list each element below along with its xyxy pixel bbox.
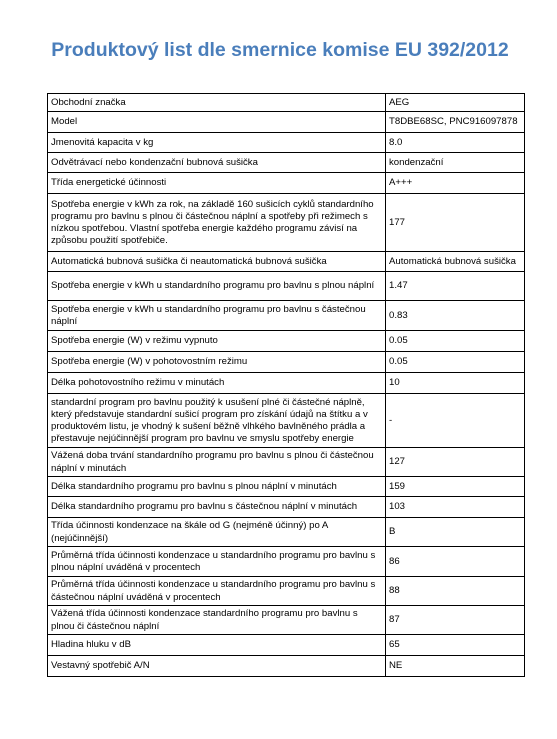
row-value: AEG xyxy=(386,94,525,112)
table-row xyxy=(48,577,525,606)
row-value: 159 xyxy=(386,477,525,497)
row-value: B xyxy=(386,518,525,547)
table-row xyxy=(48,518,525,547)
page-title: Produktový list dle smernice komise EU 392/2012 xyxy=(51,39,509,61)
table-row xyxy=(48,112,525,133)
row-value: T8DBE68SC, PNC916097878 xyxy=(386,112,525,133)
table-row xyxy=(48,352,525,373)
row-label: Vestavný spotřebič A/N xyxy=(48,656,386,677)
row-value: 8.0 xyxy=(386,133,525,153)
row-label: Délka standardního programu pro bavlnu s plnou náplní v minutách xyxy=(48,477,386,497)
row-value: 103 xyxy=(386,497,525,518)
table-row xyxy=(48,635,525,656)
row-value: 10 xyxy=(386,373,525,394)
row-value: kondenzační xyxy=(386,153,525,173)
row-label: Třída účinnosti kondenzace na škále od G (nejméně účinný) po A (nejúčinnější) xyxy=(48,518,386,547)
row-value: 87 xyxy=(386,606,525,635)
row-label: Jmenovitá kapacita v kg xyxy=(48,133,386,153)
row-label: Hladina hluku v dB xyxy=(48,635,386,656)
table-row xyxy=(48,194,525,252)
table-row xyxy=(48,153,525,173)
row-label: Obchodní značka xyxy=(48,94,386,112)
row-label: Spotřeba energie v kWh u standardního programu pro bavlnu s částečnou náplní xyxy=(48,301,386,331)
row-value: 0.05 xyxy=(386,352,525,373)
row-label: Spotřeba energie v kWh u standardního programu pro bavlnu s plnou náplní xyxy=(48,272,386,301)
spec-table xyxy=(47,93,525,677)
row-label: Vážená doba trvání standardního programu pro bavlnu s plnou či částečnou náplní v minutách xyxy=(48,448,386,477)
row-value: 65 xyxy=(386,635,525,656)
row-label: Průměrná třída účinnosti kondenzace u standardního programu pro bavlnu s plnou náplní uváděná v procentech xyxy=(48,547,386,577)
table-row xyxy=(48,606,525,635)
table-row xyxy=(48,133,525,153)
row-label: Odvětrávací nebo kondenzační bubnová sušička xyxy=(48,153,386,173)
row-value: 177 xyxy=(386,194,525,252)
table-row xyxy=(48,497,525,518)
row-value: 127 xyxy=(386,448,525,477)
row-value: 88 xyxy=(386,577,525,606)
row-label: Spotřeba energie (W) v pohotovostním režimu xyxy=(48,352,386,373)
table-row xyxy=(48,252,525,272)
row-label: Spotřeba energie v kWh za rok, na základě 160 sušicích cyklů standardního programu pro bavlnu s plnou či částečnou náplní a spotřeby při režimech s nízkou spotřebou. Vlastní spotřeba energie každého programu závisí na způsobu použití spotřebiče. xyxy=(48,194,386,252)
table-row xyxy=(48,173,525,194)
row-value: 86 xyxy=(386,547,525,577)
table-row xyxy=(48,331,525,352)
row-label: Průměrná třída účinnosti kondenzace u standardního programu pro bavlnu s částečnou náplní uváděná v procentech xyxy=(48,577,386,606)
row-value: 0.83 xyxy=(386,301,525,331)
row-label: Délka pohotovostního režimu v minutách xyxy=(48,373,386,394)
table-row xyxy=(48,477,525,497)
row-label: Spotřeba energie (W) v režimu vypnuto xyxy=(48,331,386,352)
row-label: Model xyxy=(48,112,386,133)
row-label: Třída energetické účinnosti xyxy=(48,173,386,194)
table-row xyxy=(48,547,525,577)
row-value: A+++ xyxy=(386,173,525,194)
row-value: 1.47 xyxy=(386,272,525,301)
table-row xyxy=(48,301,525,331)
table-row xyxy=(48,94,525,112)
row-label: standardní program pro bavlnu použitý k usušení plné či částečné náplně, který představuje standardní sušicí program pro získání údajů na štítku a v produktovém listu, je vhodný k sušení běžně vlhkého bavlněného prádla a přestavuje nejúčinnější program pro bavlnu ve smyslu spotřeby energie xyxy=(48,394,386,448)
row-value: 0.05 xyxy=(386,331,525,352)
table-row xyxy=(48,272,525,301)
row-label: Vážená třída účinnosti kondenzace standardního programu pro bavlnu s plnou či částečnou náplní xyxy=(48,606,386,635)
table-row xyxy=(48,656,525,677)
table-row xyxy=(48,373,525,394)
table-row xyxy=(48,448,525,477)
row-value: Automatická bubnová sušička xyxy=(386,252,525,272)
row-value: NE xyxy=(386,656,525,677)
row-label: Automatická bubnová sušička či neautomatická bubnová sušička xyxy=(48,252,386,272)
table-row xyxy=(48,394,525,448)
row-value: - xyxy=(386,394,525,448)
row-label: Délka standardního programu pro bavlnu s částečnou náplní v minutách xyxy=(48,497,386,518)
